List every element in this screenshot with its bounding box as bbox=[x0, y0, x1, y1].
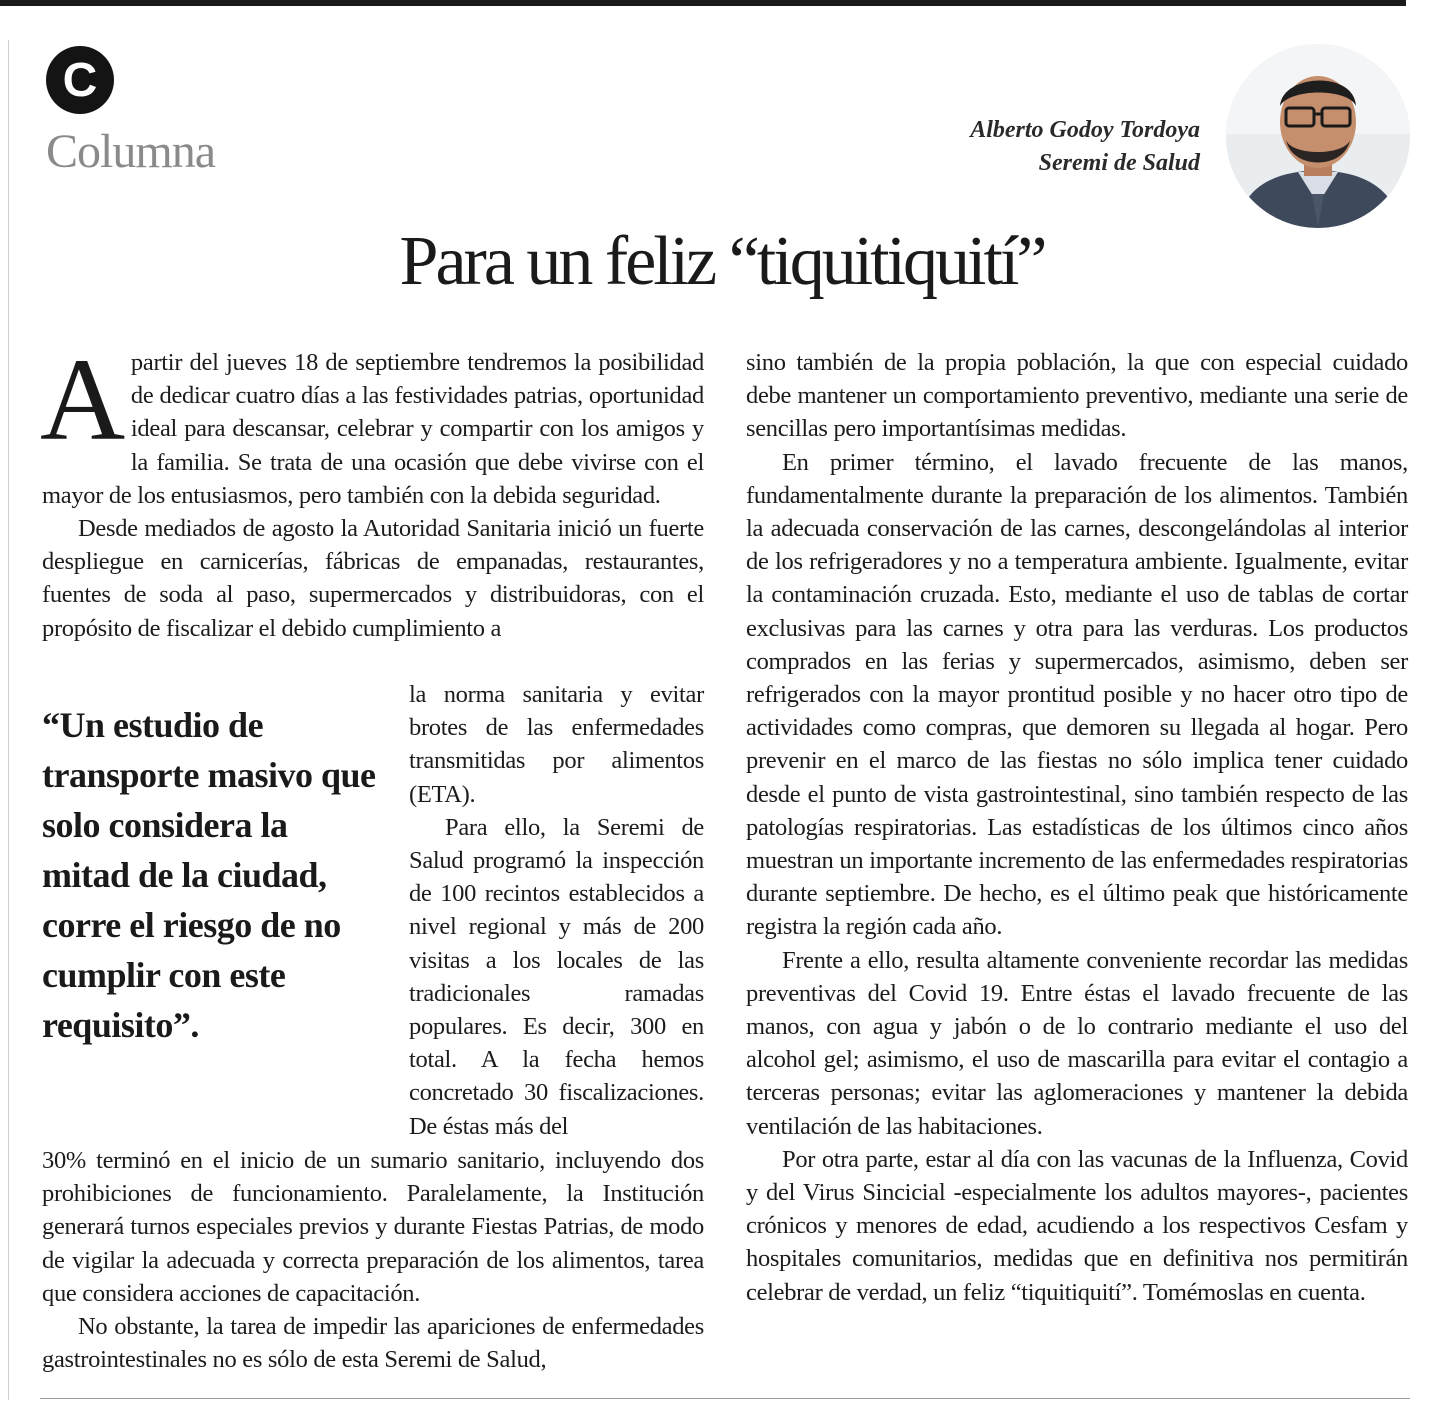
section-badge-letter: C bbox=[62, 53, 98, 107]
article-left-bottom bbox=[42, 1144, 704, 1376]
article-left-middle bbox=[409, 678, 704, 1143]
paragraph: Por otra parte, estar al día con las vacunas de la Influenza, Covid y del Virus Sincicial -especialmente los adultos mayores-, pacientes crónicos y menores de edad, acudiendo a los respectivos Cesfam y hospitales comunitarios, medidas que en definitiva nos permitirán celebrar de verdad, un feliz “tiquitiquití”. Tomémoslas en cuenta. bbox=[746, 1145, 1408, 1306]
article-right-column bbox=[746, 346, 1408, 1309]
section-label: Columna bbox=[46, 125, 215, 178]
drop-cap: A bbox=[40, 334, 125, 465]
paragraph: 30% terminó en el inicio de un sumario sanitario, incluyendo dos prohibiciones de funcionamiento. Paralelamente, la Institución generará turnos especiales previos y durante Fiestas Patrias, de modo de vigilar la adecuada y correcta preparación de los alimentos, tarea que considera acciones de capacitación. bbox=[42, 1147, 704, 1307]
paragraph: En primer término, el lavado frecuente de las manos, fundamentalmente durante la preparación de los alimentos. También la adecuada conservación de las carnes, descongelándolas al interior de los refrigeradores y no a temperatura ambiente. Igualmente, evitar la contaminación cruzada. Esto, mediante el uso de tablas de cortar exclusivas para las carnes y otra para las verduras. Los productos comprados en las ferias y supermercados, asimismo, deben ser refrigerados con la mayor prontitud posible y no hacer otro tipo de actividades como compras, que demoren su llegada al hogar. Pero prevenir en el marco de las fiestas no sólo implica tener cuidado desde el punto de vista gastrointestinal, sino también respecto de las patologías respiratorias. Las estadísticas de los últimos cinco años muestran un importante incremento de las enfermedades respiratorias durante septiembre. De hecho, es el último peak que históricamente registra la región cada año. bbox=[746, 448, 1408, 941]
paragraph: Para ello, la Seremi de Salud programó la inspección de 100 recintos establecidos a nivel regional y más de 200 visitas a los locales de las tradicionales ramadas populares. Es decir, 300 en total. A la fecha hemos concretado 30 fiscalizaciones. De éstas más del bbox=[409, 813, 704, 1140]
pull-quote: “Un estudio de transporte masivo que solo considera la mitad de la ciudad, corre el riesgo de no cumplir con este requisito”. bbox=[42, 705, 376, 1045]
paragraph: partir del jueves 18 de septiembre tendremos la posibilidad de dedicar cuatro días a las festividades patrias, oportunidad ideal para descansar, celebrar y compartir con los amigos y la familia. Se trata de una ocasión que debe vivirse con el mayor de los entusiasmos, pero también con la debida seguridad. bbox=[42, 349, 704, 509]
bottom-rule bbox=[40, 1398, 1410, 1399]
paragraph: No obstante, la tarea de impedir las apariciones de enfermedades gastrointestinales no es sólo de esta Seremi de Salud, bbox=[42, 1313, 704, 1374]
paragraph: Frente a ello, resulta altamente conveniente recordar las medidas preventivas del Covid 19. Entre éstas el lavado frecuente de las manos, con agua y jabón o de lo contrario mediante el uso del alcohol gel; asimismo, el uso de mascarilla para evitar el contagio a terceras personas; evitar las aglomeraciones y mantener la debida ventilación de las habitaciones. bbox=[746, 946, 1408, 1140]
article-left-top bbox=[40, 334, 704, 645]
section-badge bbox=[46, 46, 114, 114]
headline: Para un feliz “tiquitiquití” bbox=[399, 223, 1045, 300]
paragraph: Desde mediados de agosto la Autoridad Sanitaria inició un fuerte despliegue en carnicerías, fábricas de empanadas, restaurantes, fuentes de soda al paso, supermercados y distribuidoras, con el propósito de fiscalizar el debido cumplimiento a bbox=[42, 515, 704, 642]
paragraph: sino también de la propia población, la que con especial cuidado debe mantener un comportamiento preventivo, mediante una serie de sencillas pero importantísimas medidas. bbox=[746, 349, 1408, 443]
author-role: Seremi de Salud bbox=[1038, 150, 1200, 176]
author-portrait-icon bbox=[1226, 44, 1410, 228]
top-rule bbox=[0, 0, 1406, 6]
author-byline bbox=[970, 114, 1200, 180]
author-name: Alberto Godoy Tordoya bbox=[970, 117, 1200, 143]
paragraph: la norma sanitaria y evitar brotes de las enfermedades transmitidas por alimentos (ETA). bbox=[409, 681, 704, 808]
